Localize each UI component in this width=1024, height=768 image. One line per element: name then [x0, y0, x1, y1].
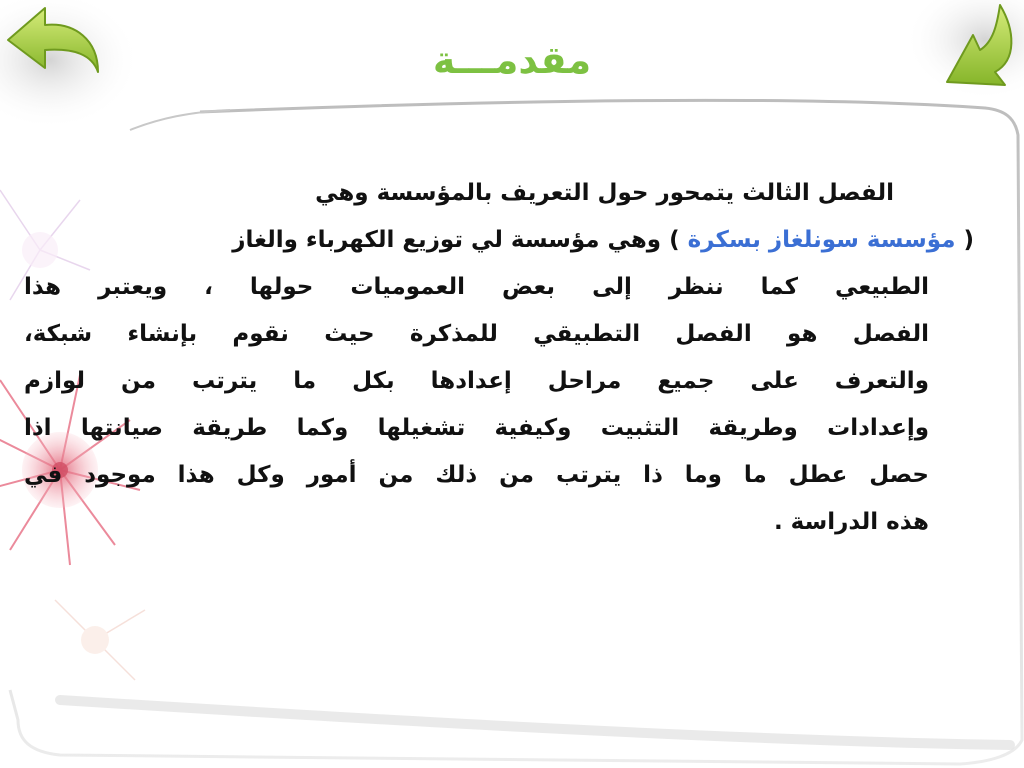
- body-line-2: [24, 217, 974, 264]
- open-paren: (: [955, 227, 974, 253]
- body-line-2-rest: ) وهي مؤسسة لي توزيع الكهرباء والغاز: [232, 227, 688, 253]
- body-line-8: هذه الدراسة .: [773, 509, 929, 535]
- body-line-4: الفصل هو الفصل التطبيقي للمذكرة حيث نقوم بإنشاء شبكة،: [24, 321, 929, 347]
- panel-bottom-shadow: [60, 700, 1010, 745]
- body-line-3: الطبيعي كما ننظر إلى بعض العموميات حولها ، ويعتبر هذا: [24, 274, 929, 300]
- body-line-6: وإعدادات وطريقة التثبيت وكيفية تشغيلها وكما طريقة صيانتها اذا: [24, 415, 929, 441]
- body-line-7: حصل عطل ما وما ذا يترتب من ذلك من أمور وكل هذا موجود في: [24, 462, 929, 488]
- company-name-highlight: مؤسسة سونلغاز بسكرة: [687, 227, 956, 253]
- slide-title: مقدمـــة: [432, 38, 592, 82]
- body-line-5: والتعرف على جميع مراحل إعدادها بكل ما يترتب من لوازم: [24, 368, 929, 394]
- panel-curl: [130, 110, 230, 130]
- body-line-1: الفصل الثالث يتمحور حول التعريف بالمؤسسة وهي: [315, 180, 894, 206]
- body-text: [24, 170, 974, 640]
